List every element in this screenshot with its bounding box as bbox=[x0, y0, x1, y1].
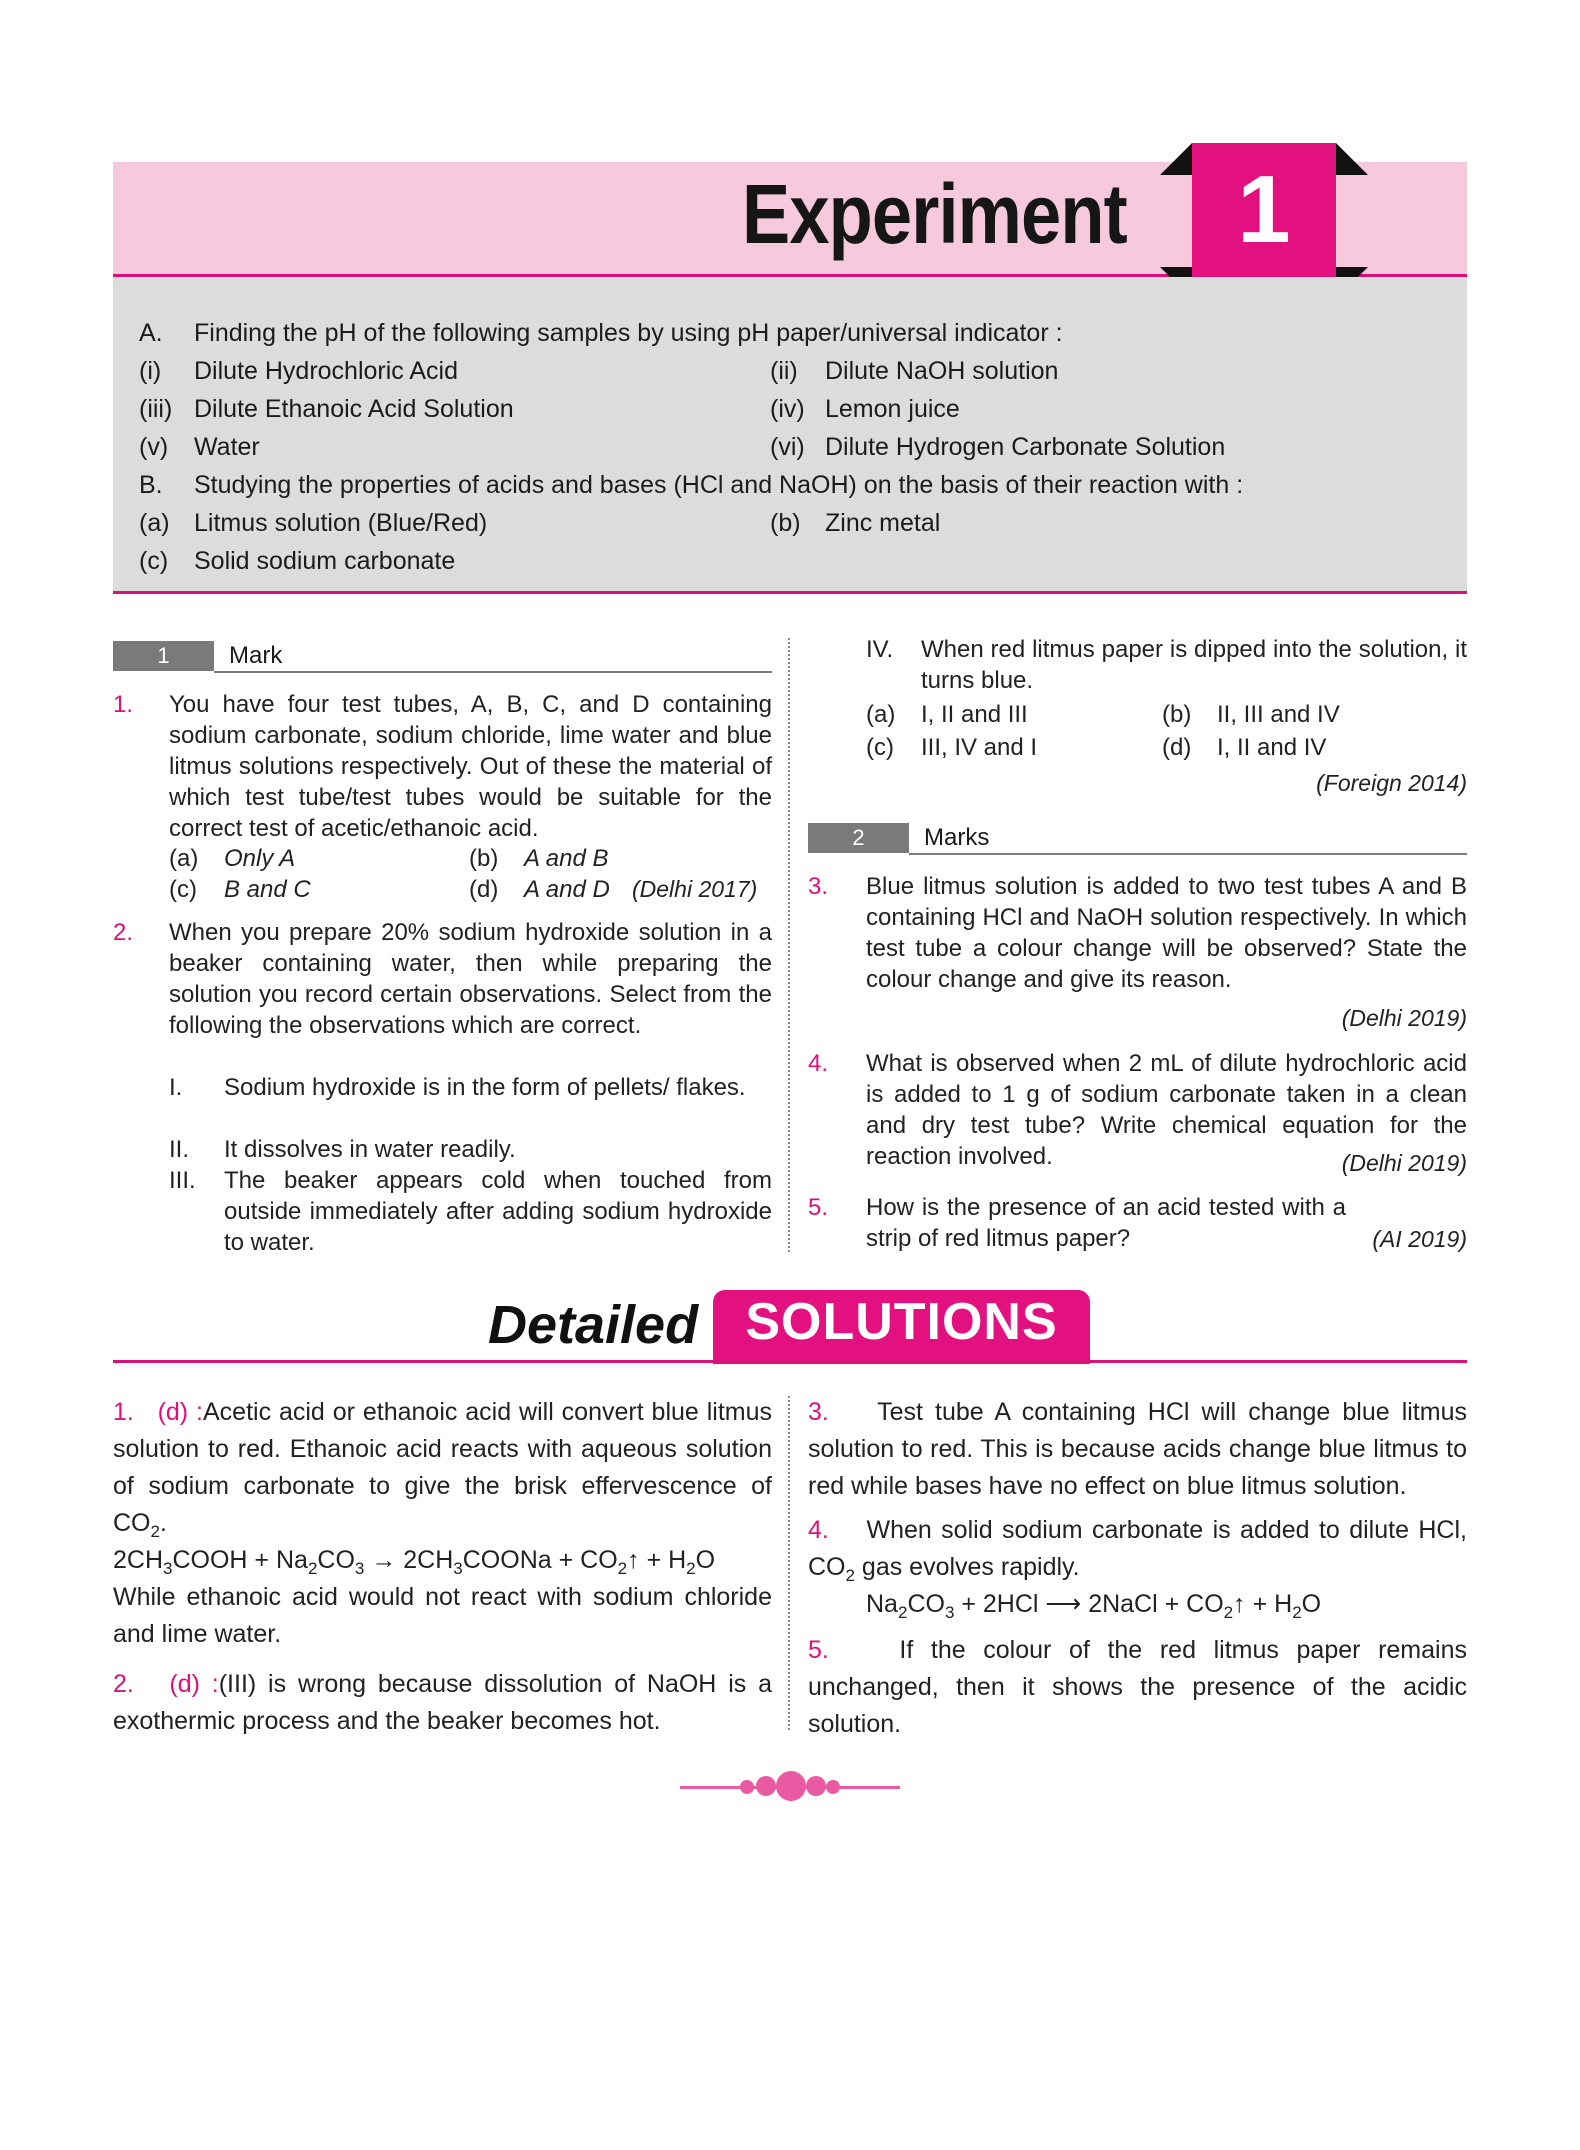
question-text: How is the presence of an acid tested with a strip of red litmus paper? bbox=[866, 1194, 1346, 1252]
mark-number-badge: 1 bbox=[113, 641, 214, 671]
item-text: Dilute Hydrogen Carbonate Solution bbox=[825, 433, 1226, 461]
chemical-equation-1: $2CH_3COOH + Na_2CO_3$ → $2CH_3COONa$ + $CO_2↑ + H_2O$ bbox=[113, 1546, 716, 1578]
solution-text: While ethanoic acid would not react with sodium chloride and lime water. bbox=[113, 1583, 772, 1648]
solution-2 bbox=[113, 1666, 772, 1740]
item-text: Dilute Ethanoic Acid Solution bbox=[194, 395, 514, 423]
item-label: (vi) bbox=[770, 433, 805, 461]
solution-text: (III) is wrong because dissolution of NaOH is a exothermic process and the beaker becomes hot. bbox=[113, 1670, 772, 1735]
solution-answer: (d) : bbox=[157, 1398, 203, 1426]
item-label: (iii) bbox=[139, 395, 173, 423]
statement-text: Sodium hydroxide is in the form of pellets/ flakes. bbox=[224, 1074, 746, 1101]
question-source: (Delhi 2019) bbox=[1341, 1005, 1467, 1031]
item-label: (b) bbox=[770, 509, 801, 537]
solution-4 bbox=[808, 1512, 1467, 1586]
objective-a-label: A. bbox=[139, 319, 163, 347]
ribbon-fold-left-icon bbox=[1160, 143, 1192, 175]
statement-label: II. bbox=[169, 1136, 190, 1163]
item-text: Dilute NaOH solution bbox=[825, 357, 1059, 385]
objectives-rule bbox=[113, 591, 1467, 594]
column-divider bbox=[788, 1396, 790, 1730]
item-text: Dilute Hydrochloric Acid bbox=[194, 357, 458, 385]
ribbon-fold-right-icon bbox=[1336, 143, 1368, 175]
solutions-heading-detailed: Detailed bbox=[488, 1295, 699, 1355]
statement-text: It dissolves in water readily. bbox=[224, 1136, 516, 1163]
item-label: (ii) bbox=[770, 357, 798, 385]
solution-text-end: gas evolves rapidly. bbox=[854, 1553, 1080, 1581]
solution-answer: (d) : bbox=[169, 1670, 219, 1698]
question-source: (Delhi 2019) bbox=[1341, 1150, 1467, 1176]
column-divider bbox=[788, 638, 790, 1252]
question-number: 2. bbox=[113, 919, 134, 946]
objective-a-text: Finding the pH of the following samples by using pH paper/universal indicator : bbox=[194, 319, 1063, 347]
option-label: (d) bbox=[469, 876, 499, 903]
statement-text: When red litmus paper is dipped into the solution, it turns blue. bbox=[921, 636, 1467, 694]
question-number: 3. bbox=[808, 873, 829, 900]
option-text: B and C bbox=[224, 876, 311, 903]
solutions-rule bbox=[113, 1360, 1467, 1363]
option-label: (d) bbox=[1162, 734, 1192, 761]
chemical-equation-2: $Na_2CO_3 + 2HCl$ ⟶ 2NaCl + $CO_2↑ + H_2O$ bbox=[866, 1590, 1322, 1622]
question-source: (AI 2019) bbox=[1372, 1226, 1467, 1252]
mark-rule bbox=[214, 671, 772, 673]
question-source: (Foreign 2014) bbox=[1316, 770, 1467, 796]
mark-rule bbox=[909, 853, 1467, 855]
item-text: Lemon juice bbox=[825, 395, 960, 423]
question-text: You have four test tubes, A, B, C, and D containing sodium carbonate, sodium chloride, lime water and blue litmus solutions respectively. Out of these the material of which test tube/test tubes would be suitable for the correct test of acetic/ethanoic acid. bbox=[169, 691, 772, 842]
option-label: (c) bbox=[866, 734, 894, 761]
item-text: Solid sodium carbonate bbox=[194, 547, 456, 575]
option-label: (b) bbox=[469, 845, 499, 872]
option-label: (a) bbox=[866, 701, 896, 728]
item-label: (v) bbox=[139, 433, 169, 461]
option-label: (b) bbox=[1162, 701, 1192, 728]
question-source: (Delhi 2017) bbox=[632, 876, 758, 902]
solution-3 bbox=[808, 1394, 1467, 1505]
option-text: I, II and III bbox=[921, 701, 1028, 728]
option-text: Only A bbox=[224, 845, 296, 872]
objective-b-label: B. bbox=[139, 471, 163, 499]
item-text: Zinc metal bbox=[825, 509, 941, 537]
solution-text: If the colour of the red litmus paper remains unchanged, then it shows the presence of the acidic solution. bbox=[808, 1636, 1467, 1738]
option-text: I, II and IV bbox=[1217, 734, 1327, 761]
question-number: 1. bbox=[113, 691, 134, 718]
item-label: (i) bbox=[139, 357, 162, 385]
objective-b-text: Studying the properties of acids and bases (HCl and NaOH) on the basis of their reaction with : bbox=[194, 471, 1244, 499]
option-text: A and D bbox=[524, 876, 610, 903]
solution-text: Acetic acid or ethanoic acid will convert blue litmus solution to red. Ethanoic acid reacts with aqueous solution of sodium carbonate to give the brisk effervescence of CO bbox=[113, 1398, 772, 1537]
ornament-divider-icon bbox=[680, 1768, 900, 1810]
statement-label: IV. bbox=[866, 636, 894, 663]
option-text: II, III and IV bbox=[1217, 701, 1340, 728]
question-text: Blue litmus solution is added to two test tubes A and B containing HCl and NaOH solution respectively. In which test tube a colour change will be observed? State the colour change and give its reason. bbox=[866, 873, 1467, 993]
question-number: 5. bbox=[808, 1194, 829, 1221]
solutions-heading: SOLUTIONS bbox=[745, 1293, 1058, 1351]
option-label: (a) bbox=[169, 845, 199, 872]
item-text: Water bbox=[194, 433, 260, 461]
solution-number: 5. bbox=[808, 1636, 829, 1664]
subscript: 2 bbox=[150, 1522, 160, 1541]
item-label: (a) bbox=[139, 509, 170, 537]
mark-label: Marks bbox=[924, 824, 990, 851]
experiment-number: 1 bbox=[1237, 156, 1291, 263]
statement-label: III. bbox=[169, 1167, 196, 1194]
solution-number: 1. bbox=[113, 1398, 134, 1426]
solution-number: 4. bbox=[808, 1516, 829, 1544]
solution-text-end: . bbox=[159, 1509, 167, 1537]
solution-text: When solid sodium carbonate is added to dilute HCl, CO bbox=[808, 1516, 1467, 1581]
statement-text: The beaker appears cold when touched from outside immediately after adding sodium hydroxide to water. bbox=[224, 1167, 772, 1256]
option-label: (c) bbox=[169, 876, 197, 903]
solution-5 bbox=[808, 1632, 1467, 1743]
question-text: What is observed when 2 mL of dilute hydrochloric acid is added to 1 g of sodium carbonate taken in a clean and dry test tube? Write chemical equation for the reaction involved. bbox=[866, 1050, 1467, 1170]
mark-number-badge: 2 bbox=[808, 823, 909, 853]
solution-number: 2. bbox=[113, 1670, 134, 1698]
option-text: A and B bbox=[524, 845, 609, 872]
statement-label: I. bbox=[169, 1074, 183, 1101]
solution-1 bbox=[113, 1394, 772, 1542]
mark-label: Mark bbox=[229, 642, 283, 669]
item-text: Litmus solution (Blue/Red) bbox=[194, 509, 488, 537]
solution-text: Test tube A containing HCl will change blue litmus solution to red. This is because acids change blue litmus to red while bases have no effect on blue litmus solution. bbox=[808, 1398, 1467, 1500]
option-text: III, IV and I bbox=[921, 734, 1038, 761]
page-title: Experiment bbox=[742, 167, 1127, 261]
solution-number: 3. bbox=[808, 1398, 829, 1426]
item-label: (c) bbox=[139, 547, 169, 575]
subscript: 2 bbox=[845, 1566, 855, 1585]
question-number: 4. bbox=[808, 1050, 829, 1077]
item-label: (iv) bbox=[770, 395, 805, 423]
question-text: When you prepare 20% sodium hydroxide solution in a beaker containing water, then while preparing the solution you record certain observations. Select from the following the observations which are correct. bbox=[169, 919, 772, 1039]
